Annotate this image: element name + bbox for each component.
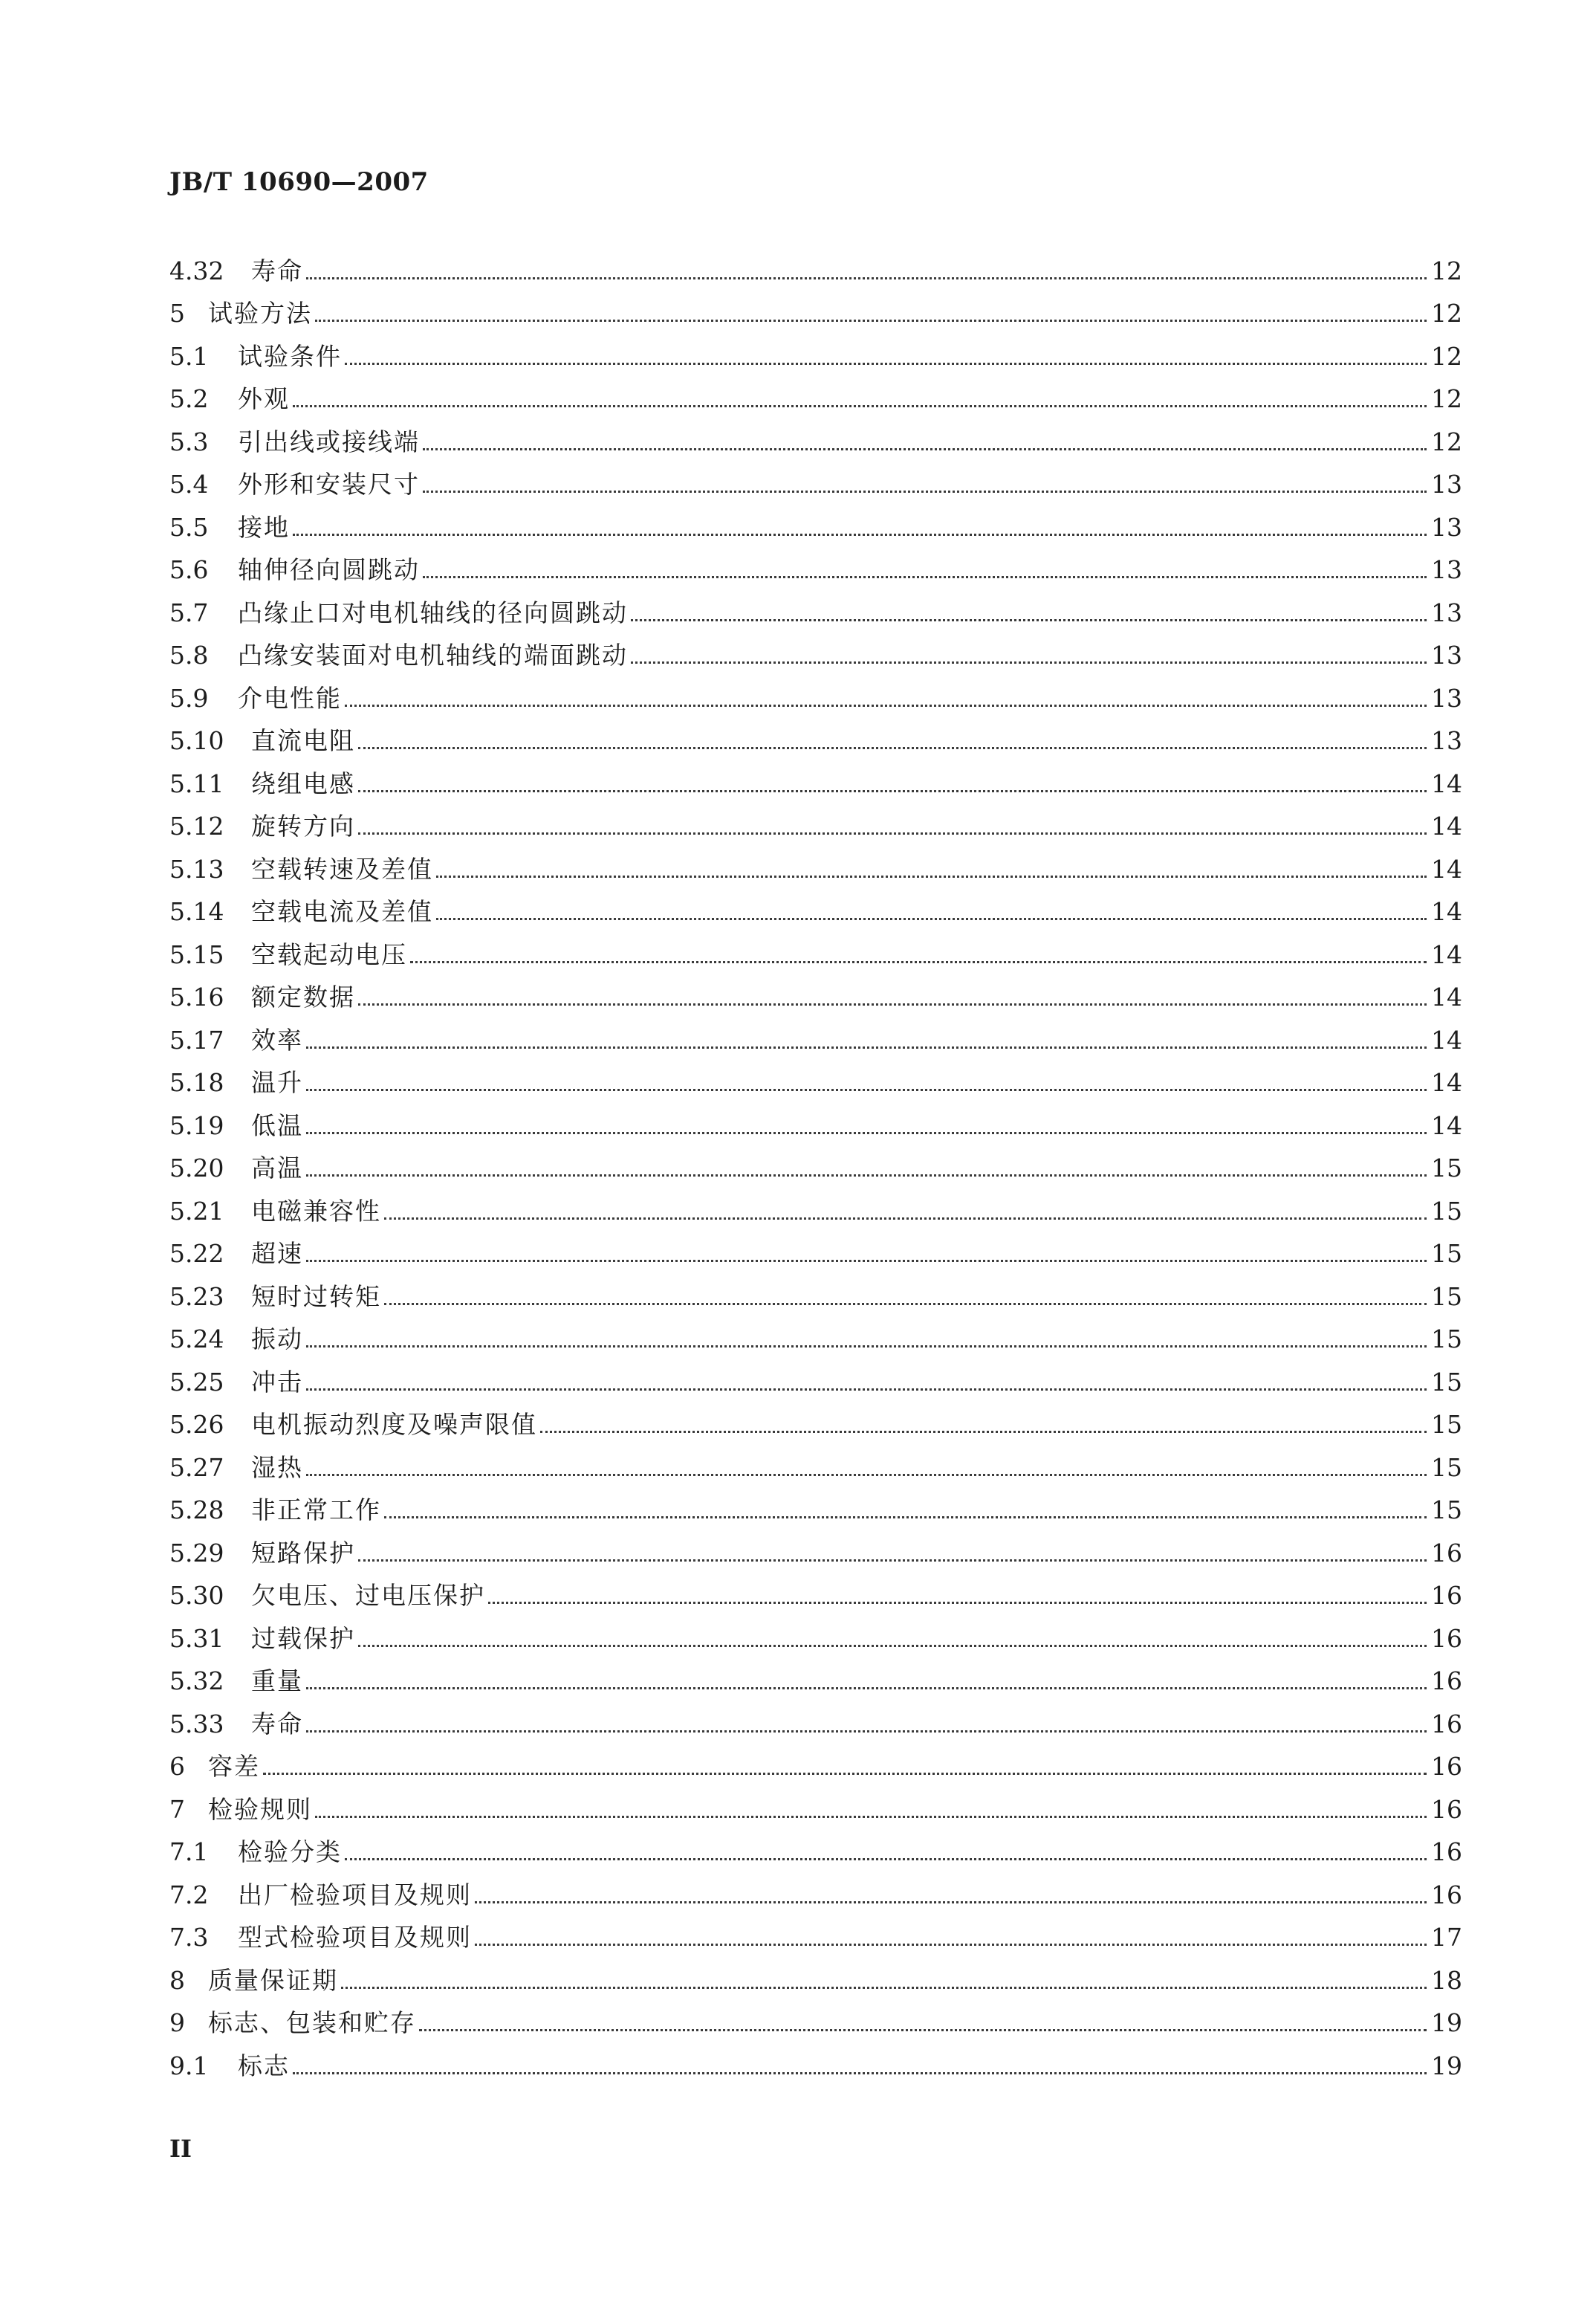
toc-entry (169, 1141, 1462, 1184)
toc-dot-leader (358, 1559, 1427, 1562)
toc-entry-title: 介电性能 (238, 683, 342, 713)
toc-entry-number: 5.30 (169, 1581, 224, 1610)
toc-entry-title: 空载起动电压 (251, 939, 407, 969)
toc-dot-leader (293, 534, 1427, 536)
toc-dot-leader (306, 277, 1427, 279)
toc-entry-title: 冲击 (251, 1367, 303, 1397)
toc-entry-number: 5 (169, 299, 185, 328)
toc-entry (169, 1312, 1462, 1355)
page-number: II (169, 2135, 192, 2163)
toc-entry (169, 1012, 1462, 1055)
toc-entry (169, 1055, 1462, 1099)
toc-entry-page: 15 (1431, 1154, 1462, 1182)
toc-entry (169, 1696, 1462, 1739)
toc-entry (169, 1440, 1462, 1483)
toc-dot-leader (358, 832, 1427, 835)
toc-entry-title: 短路保护 (251, 1538, 355, 1568)
toc-entry-number: 5.1 (169, 341, 209, 371)
toc-entry-page: 14 (1431, 897, 1462, 926)
toc-dot-leader (410, 961, 1427, 963)
toc-entry-number: 5.14 (169, 897, 224, 926)
toc-entry-page: 17 (1431, 1923, 1462, 1952)
toc-entry-page: 13 (1431, 683, 1462, 713)
toc-entry (169, 756, 1462, 799)
toc-entry-title: 电机振动烈度及噪声限值 (251, 1410, 537, 1439)
toc-dot-leader (423, 491, 1427, 493)
toc-entry-title: 寿命 (251, 1709, 303, 1738)
toc-entry-page: 13 (1431, 726, 1462, 755)
toc-entry (169, 1098, 1462, 1141)
toc-entry (169, 1611, 1462, 1654)
toc-entry-number: 5.25 (169, 1367, 224, 1397)
toc-entry-number: 5.26 (169, 1410, 224, 1439)
toc-entry (169, 1354, 1462, 1397)
toc-entry-title: 轴伸径向圆跳动 (238, 555, 420, 584)
toc-entry-title: 标志 (238, 2051, 290, 2080)
toc-dot-leader (306, 1345, 1427, 1348)
toc-dot-leader (306, 1730, 1427, 1732)
toc-dot-leader (358, 747, 1427, 749)
toc-entry (169, 2038, 1462, 2081)
toc-entry (169, 1525, 1462, 1568)
toc-entry-title: 旋转方向 (251, 812, 355, 841)
toc-entry-page: 19 (1431, 2051, 1462, 2080)
toc-entry-title: 外观 (238, 384, 290, 413)
toc-entry-title: 检验分类 (238, 1837, 342, 1866)
toc-entry-title: 非正常工作 (251, 1495, 381, 1524)
toc-entry-number: 9.1 (169, 2051, 209, 2080)
toc-entry-page: 13 (1431, 512, 1462, 542)
toc-entry-page: 12 (1431, 299, 1462, 328)
toc-entry-title: 重量 (251, 1666, 303, 1695)
toc-entry (169, 628, 1462, 671)
toc-entry-title: 温升 (251, 1068, 303, 1097)
toc-entry-page: 18 (1431, 1965, 1462, 1995)
toc-entry-page: 15 (1431, 1281, 1462, 1311)
toc-entry-page: 15 (1431, 1367, 1462, 1397)
toc-entry-number: 5.29 (169, 1538, 224, 1568)
toc-entry-number: 5.9 (169, 683, 209, 713)
toc-entry-number: 5.10 (169, 726, 224, 755)
toc-entry-title: 空载电流及差值 (251, 897, 433, 926)
toc-entry-page: 13 (1431, 598, 1462, 627)
toc-dot-leader (345, 705, 1427, 707)
toc-entry-page: 15 (1431, 1239, 1462, 1268)
toc-dot-leader (631, 619, 1427, 621)
toc-entry-number: 5.5 (169, 512, 209, 542)
toc-entry-page: 16 (1431, 1837, 1462, 1866)
toc-entry-title: 额定数据 (251, 983, 355, 1012)
toc-dot-leader (384, 1516, 1427, 1518)
toc-entry (169, 243, 1462, 286)
toc-dot-leader (384, 1217, 1427, 1220)
toc-dot-leader (306, 1174, 1427, 1177)
toc-entry-number: 5.11 (169, 769, 224, 798)
toc-entry-page: 14 (1431, 769, 1462, 798)
toc-dot-leader (315, 1816, 1427, 1818)
toc-entry-page: 14 (1431, 854, 1462, 884)
toc-entry-page: 12 (1431, 341, 1462, 371)
toc-entry-page: 15 (1431, 1324, 1462, 1353)
toc-entry-title: 外形和安装尺寸 (238, 470, 420, 499)
toc-dot-leader (341, 1987, 1427, 1989)
toc-dot-leader (475, 1901, 1427, 1903)
toc-entry-number: 9 (169, 2008, 185, 2037)
toc-dot-leader (540, 1431, 1427, 1433)
toc-entry-page: 14 (1431, 939, 1462, 969)
toc-entry-number: 5.15 (169, 939, 224, 969)
toc-dot-leader (488, 1602, 1427, 1604)
toc-entry-number: 5.27 (169, 1452, 224, 1482)
toc-entry (169, 372, 1462, 415)
toc-entry-page: 13 (1431, 555, 1462, 584)
toc-entry (169, 1867, 1462, 1910)
toc-entry-number: 5.18 (169, 1068, 224, 1097)
toc-entry (169, 1183, 1462, 1226)
toc-dot-leader (306, 1474, 1427, 1476)
toc-entry-page: 16 (1431, 1709, 1462, 1738)
toc-entry-number: 5.33 (169, 1709, 224, 1738)
toc-dot-leader (436, 876, 1427, 878)
toc-entry-title: 欠电压、过电压保护 (251, 1581, 485, 1610)
toc-dot-leader (631, 661, 1427, 664)
toc-entry-page: 19 (1431, 2008, 1462, 2037)
toc-entry-title: 振动 (251, 1324, 303, 1353)
toc-entry-title: 湿热 (251, 1452, 303, 1482)
toc-entry (169, 714, 1462, 757)
toc-entry (169, 1952, 1462, 1996)
toc-entry-title: 效率 (251, 1025, 303, 1055)
toc-dot-leader (358, 1645, 1427, 1647)
toc-entry-page: 15 (1431, 1495, 1462, 1524)
toc-entry-page: 12 (1431, 256, 1462, 285)
toc-entry-page: 16 (1431, 1623, 1462, 1653)
toc-entry-number: 5.7 (169, 598, 209, 627)
toc-entry-title: 引出线或接线端 (238, 427, 420, 456)
toc-entry-title: 凸缘止口对电机轴线的径向圆跳动 (238, 598, 628, 627)
toc-dot-leader (345, 363, 1427, 365)
toc-entry-number: 5.17 (169, 1025, 224, 1055)
toc-entry (169, 884, 1462, 928)
toc-entry-number: 5.2 (169, 384, 209, 413)
toc-dot-leader (293, 405, 1427, 407)
toc-entry-title: 检验规则 (208, 1794, 312, 1824)
toc-entry-title: 短时过转矩 (251, 1281, 381, 1311)
toc-entry (169, 1483, 1462, 1526)
toc-entry-number: 5.21 (169, 1196, 224, 1226)
toc-entry-title: 直流电阻 (251, 726, 355, 755)
toc-entry-title: 凸缘安装面对电机轴线的端面跳动 (238, 641, 628, 670)
toc-dot-leader (358, 1003, 1427, 1006)
toc-entry (169, 1825, 1462, 1868)
toc-entry-number: 7.3 (169, 1923, 209, 1952)
toc-entry-page: 13 (1431, 641, 1462, 670)
toc-entry (169, 329, 1462, 372)
toc-dot-leader (306, 1046, 1427, 1049)
toc-entry-number: 5.32 (169, 1666, 224, 1695)
toc-entry-title: 绕组电感 (251, 769, 355, 798)
toc-dot-leader (423, 576, 1427, 578)
toc-entry-page: 12 (1431, 384, 1462, 413)
toc-dot-leader (475, 1944, 1427, 1946)
toc-entry-number: 5.28 (169, 1495, 224, 1524)
toc-entry-number: 5.8 (169, 641, 209, 670)
toc-dot-leader (384, 1303, 1427, 1305)
toc-entry (169, 670, 1462, 714)
toc-entry-page: 15 (1431, 1452, 1462, 1482)
toc-entry-page: 16 (1431, 1538, 1462, 1568)
toc-entry-title: 试验方法 (208, 299, 312, 328)
toc-entry (169, 499, 1462, 543)
table-of-contents (169, 243, 1462, 2081)
toc-entry (169, 543, 1462, 586)
toc-entry-number: 7.2 (169, 1880, 209, 1909)
toc-dot-leader (315, 320, 1427, 322)
toc-entry-title: 电磁兼容性 (251, 1196, 381, 1226)
toc-entry (169, 799, 1462, 842)
toc-entry-title: 过载保护 (251, 1623, 355, 1653)
toc-entry-number: 8 (169, 1965, 185, 1995)
toc-dot-leader (306, 1089, 1427, 1091)
toc-dot-leader (358, 790, 1427, 792)
toc-entry-number: 5.3 (169, 427, 209, 456)
toc-dot-leader (293, 2072, 1427, 2074)
toc-entry-title: 型式检验项目及规则 (238, 1923, 472, 1952)
toc-entry-title: 空载转速及差值 (251, 854, 433, 884)
toc-entry-page: 15 (1431, 1196, 1462, 1226)
toc-dot-leader (436, 918, 1427, 920)
toc-entry-number: 5.19 (169, 1110, 224, 1140)
toc-entry-number: 5.24 (169, 1324, 224, 1353)
toc-entry (169, 1269, 1462, 1312)
toc-entry-number: 5.4 (169, 470, 209, 499)
toc-dot-leader (306, 1388, 1427, 1391)
toc-entry-title: 容差 (208, 1752, 260, 1781)
toc-entry (169, 414, 1462, 457)
toc-entry-page: 14 (1431, 1025, 1462, 1055)
toc-entry-page: 15 (1431, 1410, 1462, 1439)
toc-entry (169, 457, 1462, 500)
toc-entry-number: 7.1 (169, 1837, 209, 1866)
toc-dot-leader (306, 1260, 1427, 1262)
toc-entry (169, 1654, 1462, 1697)
toc-entry-page: 14 (1431, 983, 1462, 1012)
toc-entry-number: 5.16 (169, 983, 224, 1012)
toc-entry-number: 7 (169, 1794, 185, 1824)
toc-entry (169, 1996, 1462, 2039)
toc-entry-number: 5.6 (169, 555, 209, 584)
toc-entry-page: 13 (1431, 470, 1462, 499)
toc-entry-title: 试验条件 (238, 341, 342, 371)
toc-entry-number: 6 (169, 1752, 185, 1781)
toc-entry (169, 1397, 1462, 1440)
document-code: JB/T 10690—2007 (169, 167, 429, 197)
toc-entry-page: 14 (1431, 812, 1462, 841)
toc-entry-title: 质量保证期 (208, 1965, 338, 1995)
toc-entry-number: 5.20 (169, 1154, 224, 1182)
toc-entry (169, 1739, 1462, 1782)
toc-entry-page: 16 (1431, 1794, 1462, 1824)
toc-entry-page: 14 (1431, 1110, 1462, 1140)
toc-entry-page: 16 (1431, 1581, 1462, 1610)
toc-entry (169, 927, 1462, 970)
toc-entry-number: 4.32 (169, 256, 224, 285)
toc-entry-number: 5.31 (169, 1623, 224, 1653)
toc-entry (169, 841, 1462, 884)
toc-entry-title: 超速 (251, 1239, 303, 1268)
toc-entry-number: 5.12 (169, 812, 224, 841)
toc-entry (169, 585, 1462, 628)
toc-entry-title: 标志、包装和贮存 (208, 2008, 416, 2037)
toc-entry (169, 1910, 1462, 1953)
toc-entry-number: 5.13 (169, 854, 224, 884)
toc-entry-title: 出厂检验项目及规则 (238, 1880, 472, 1909)
toc-dot-leader (345, 1858, 1427, 1860)
toc-dot-leader (306, 1132, 1427, 1134)
toc-entry (169, 1226, 1462, 1269)
toc-entry-page: 16 (1431, 1752, 1462, 1781)
toc-entry-number: 5.23 (169, 1281, 224, 1311)
toc-dot-leader (423, 448, 1427, 450)
toc-dot-leader (263, 1773, 1427, 1775)
toc-entry (169, 286, 1462, 329)
toc-entry (169, 970, 1462, 1013)
toc-entry-page: 16 (1431, 1880, 1462, 1909)
toc-dot-leader (306, 1687, 1427, 1689)
toc-entry-title: 低温 (251, 1110, 303, 1140)
toc-entry (169, 1782, 1462, 1825)
toc-dot-leader (419, 2029, 1427, 2031)
toc-entry-number: 5.22 (169, 1239, 224, 1268)
toc-entry-page: 14 (1431, 1068, 1462, 1097)
toc-entry-title: 寿命 (251, 256, 303, 285)
toc-entry-title: 接地 (238, 512, 290, 542)
toc-entry-page: 12 (1431, 427, 1462, 456)
toc-entry-title: 高温 (251, 1154, 303, 1182)
toc-entry-page: 16 (1431, 1666, 1462, 1695)
toc-entry (169, 1568, 1462, 1611)
